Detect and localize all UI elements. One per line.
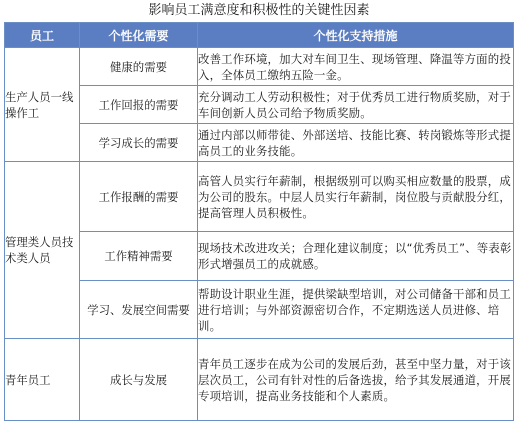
measure-cell: 通过内部以师带徒、外部送培、技能比赛、转岗锻炼等形式提高员工的业务技能。 bbox=[198, 124, 514, 162]
need-cell: 工作报酬的需要 bbox=[80, 162, 198, 232]
employee-group-production: 生产人员一线操作工 bbox=[5, 48, 80, 162]
header-individual-need: 个性化需要 bbox=[80, 23, 198, 48]
table-row bbox=[5, 281, 514, 339]
measure-cell: 现场技术改进攻关；合理化建议制度；以“优秀员工”、等表彰形式增强员工的成就感。 bbox=[198, 232, 514, 281]
need-cell: 工作回报的需要 bbox=[80, 86, 198, 124]
measure-cell: 帮助设计职业生涯，提供梁缺型培训，对公司储备干部和员工进行培训；与外部资源密切合作，不定期选送人员进修、培训。 bbox=[198, 281, 514, 339]
table-row bbox=[5, 48, 514, 86]
satisfaction-factors-table bbox=[4, 22, 514, 421]
table-header-row bbox=[5, 23, 514, 48]
table-row bbox=[5, 339, 514, 421]
need-cell: 成长与发展 bbox=[80, 339, 198, 421]
measure-cell: 充分调动工人劳动积极性；对于优秀员工进行物质奖励，对于车间创新人员公司给予物质奖励。 bbox=[198, 86, 514, 124]
header-employee: 员工 bbox=[5, 23, 80, 48]
need-cell: 学习、发展空间需要 bbox=[80, 281, 198, 339]
need-cell: 健康的需要 bbox=[80, 48, 198, 86]
measure-cell: 高管人员实行年薪制，根据级别可以购买相应数量的股票，成为公司的股东。中层人员实行年薪制，岗位股与贡献股分红，提高管理人员积极性。 bbox=[198, 162, 514, 232]
measure-cell: 青年员工逐步在成为公司的发展后劲，甚至中坚力量，对于该层次员工，公司有针对性的后备选拔，给予其发展通道，开展专项培训，提高业务技能和个人素质。 bbox=[198, 339, 514, 421]
employee-group-management: 管理类人员技术类人员 bbox=[5, 162, 80, 339]
table-row bbox=[5, 86, 514, 124]
header-support-measures: 个性化支持措施 bbox=[198, 23, 514, 48]
table-row bbox=[5, 162, 514, 232]
need-cell: 工作精神需要 bbox=[80, 232, 198, 281]
table-title: 影响员工满意度和积极性的关键性因素 bbox=[148, 3, 370, 18]
table-row bbox=[5, 232, 514, 281]
employee-group-young: 青年员工 bbox=[5, 339, 80, 421]
need-cell: 学习成长的需要 bbox=[80, 124, 198, 162]
measure-cell: 改善工作环境，加大对车间卫生、现场管理、降温等方面的投入，全体员工缴纳五险一金。 bbox=[198, 48, 514, 86]
table-row bbox=[5, 124, 514, 162]
